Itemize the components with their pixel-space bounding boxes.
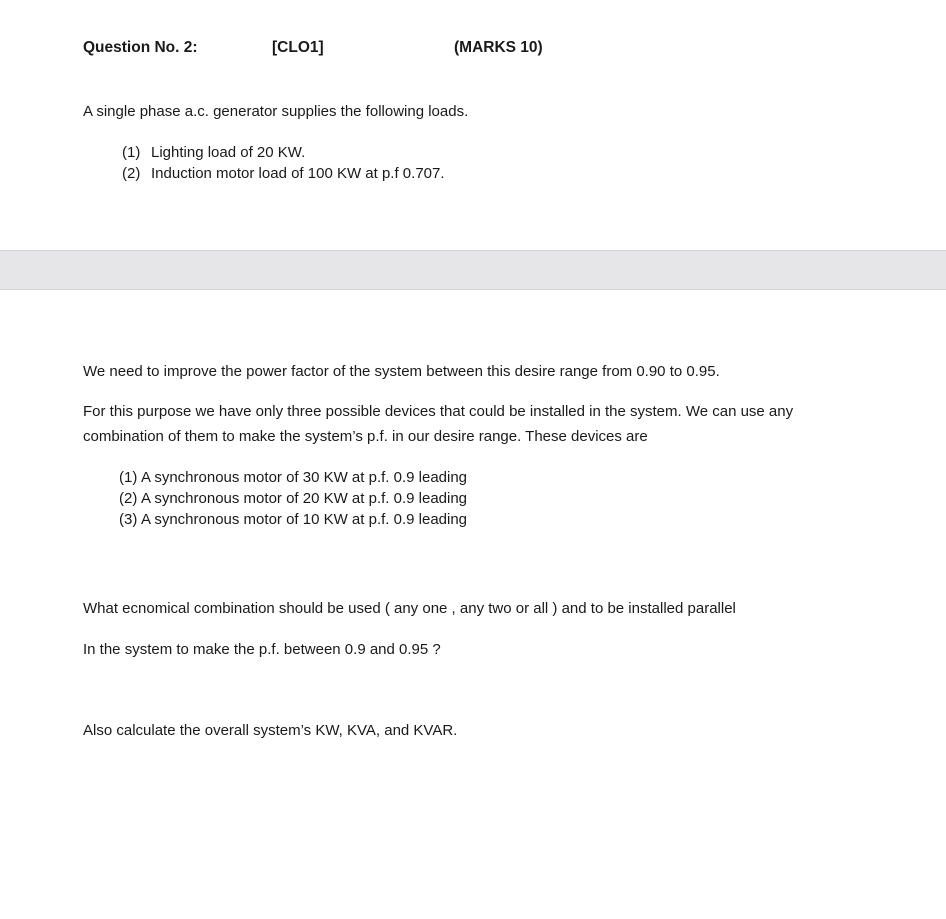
intro-text: A single phase a.c. generator supplies the following loads. — [83, 103, 469, 120]
calculate-instruction: Also calculate the overall system’s KW, KVA, and KVAR. — [83, 722, 458, 739]
device-item-text: A synchronous motor of 30 KW at p.f. 0.9 leading — [141, 469, 468, 486]
paragraph-devices-line1: For this purpose we have only three possible devices that could be installed in the system. We can use any — [83, 403, 794, 420]
paragraph-devices-line2: combination of them to make the system’s p.f. in our desire range. These devices are — [83, 428, 648, 445]
load-item-text: Induction motor load of 100 KW at p.f 0.707. — [151, 165, 445, 182]
load-item-number: (1) — [122, 144, 141, 161]
page-separator — [0, 250, 946, 290]
device-item-number: (1) — [119, 469, 138, 486]
load-item — [122, 165, 445, 183]
paragraph-improve-pf: We need to improve the power factor of the system between this desire range from 0.90 to 0.95. — [83, 363, 720, 380]
question-number: Question No. 2: — [83, 39, 198, 56]
device-item-text: A synchronous motor of 10 KW at p.f. 0.9 leading — [141, 511, 468, 528]
marks-label: (MARKS 10) — [454, 39, 543, 56]
document-page-2 — [0, 290, 946, 919]
document-page-1 — [0, 0, 946, 250]
question-combination-line1: What ecnomical combination should be used ( any one , any two or all ) and to be installed parallel — [83, 600, 736, 617]
device-item — [119, 511, 468, 529]
device-item-number: (2) — [119, 490, 138, 507]
device-item — [119, 490, 468, 508]
question-combination-line2: In the system to make the p.f. between 0.9 and 0.95 ? — [83, 641, 441, 658]
device-item-number: (3) — [119, 511, 138, 528]
load-item-number: (2) — [122, 165, 141, 182]
load-item — [122, 144, 306, 162]
device-item-text: A synchronous motor of 20 KW at p.f. 0.9 leading — [141, 490, 468, 507]
device-item — [119, 469, 468, 487]
load-item-text: Lighting load of 20 KW. — [151, 144, 306, 161]
clo-tag: [CLO1] — [272, 39, 324, 56]
